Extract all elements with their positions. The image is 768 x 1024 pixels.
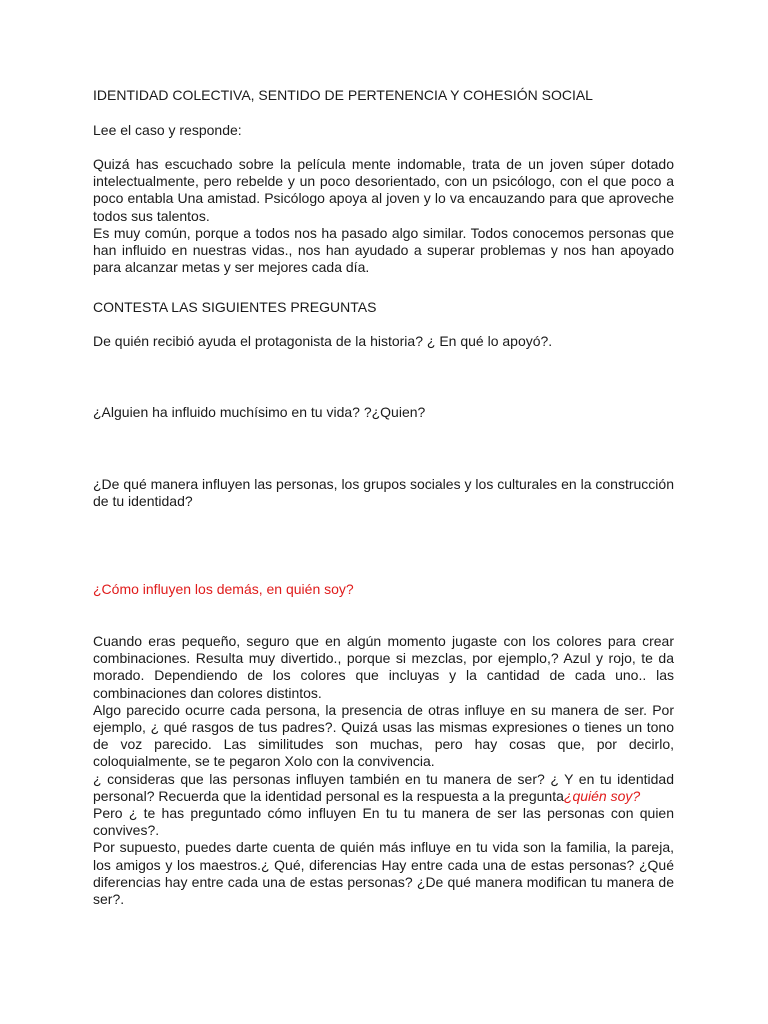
questions-heading: CONTESTA LAS SIGUIENTES PREGUNTAS <box>93 299 377 315</box>
case-paragraph-1: Quizá has escuchado sobre la película mente indomable, trata de un joven súper dotado intelectualmente, pero rebelde y un poco desorientado, con un psicólogo, con el que poco a poco entabla Una amistad. Psicólogo apoya al joven y lo va encauzando para que aproveche todos sus talentos. <box>93 156 674 224</box>
body-paragraph-4: Pero ¿ te has preguntado cómo influyen En tu tu manera de ser las personas con quien convives?. <box>93 805 674 839</box>
document-title: IDENTIDAD COLECTIVA, SENTIDO DE PERTENENCIA Y COHESIÓN SOCIAL <box>93 87 593 103</box>
case-paragraph-2: Es muy común, porque a todos nos ha pasado algo similar. Todos conocemos personas que han influido en nuestras vidas., nos han ayudado a superar problemas y nos han apoyado para alcanzar metas y ser mejores cada día. <box>93 224 674 276</box>
question-1: De quién recibió ayuda el protagonista de la historia? ¿ En qué lo apoyó?. <box>93 333 553 349</box>
question-2: ¿Alguien ha influido muchísimo en tu vida? ?¿Quien? <box>93 404 426 420</box>
body-text <box>93 633 674 908</box>
instruction-text: Lee el caso y responde: <box>93 122 242 138</box>
section-question: ¿Cómo influyen los demás, en quién soy? <box>93 581 354 597</box>
body-paragraph-3 <box>93 771 674 805</box>
body-paragraph-2: Algo parecido ocurre cada persona, la presencia de otras influye en su manera de ser. Por ejemplo, ¿ qué rasgos de tus padres?. Quizá usas las mismas expresiones o tienes un tono de voz parecido. Las similitudes son muchas, pero hay cosas que, por decirlo, coloquialmente, se te pegaron Xolo con la convivencia. <box>93 701 674 770</box>
body-paragraph-3-text: ¿ consideras que las personas influyen también en tu manera de ser? ¿ Y en tu identidad personal? Recuerda que la identidad personal es la respuesta a la pregunta <box>93 770 674 804</box>
case-text <box>93 156 674 276</box>
body-paragraph-1: Cuando eras pequeño, seguro que en algún momento jugaste con los colores para crear combinaciones. Resulta muy divertido., porque si mezclas, por ejemplo,? Azul y rojo, te da morado. Dependiendo de los colores que incluyas y la cantidad de cada uno.. las combinaciones dan colores distintos. <box>93 633 674 701</box>
quien-soy-emphasis: ¿quién soy? <box>563 787 641 804</box>
body-paragraph-5: Por supuesto, puedes darte cuenta de quién más influye en tu vida son la familia, la pareja, los amigos y los maestros.¿ Qué, diferencias Hay entre cada una de estas personas? ¿Qué diferencias hay entre cada una de estas personas? ¿De qué manera modifican tu manera de ser?. <box>93 839 674 908</box>
question-3: ¿De qué manera influyen las personas, los grupos sociales y los culturales en la construcción de tu identidad? <box>93 476 674 510</box>
